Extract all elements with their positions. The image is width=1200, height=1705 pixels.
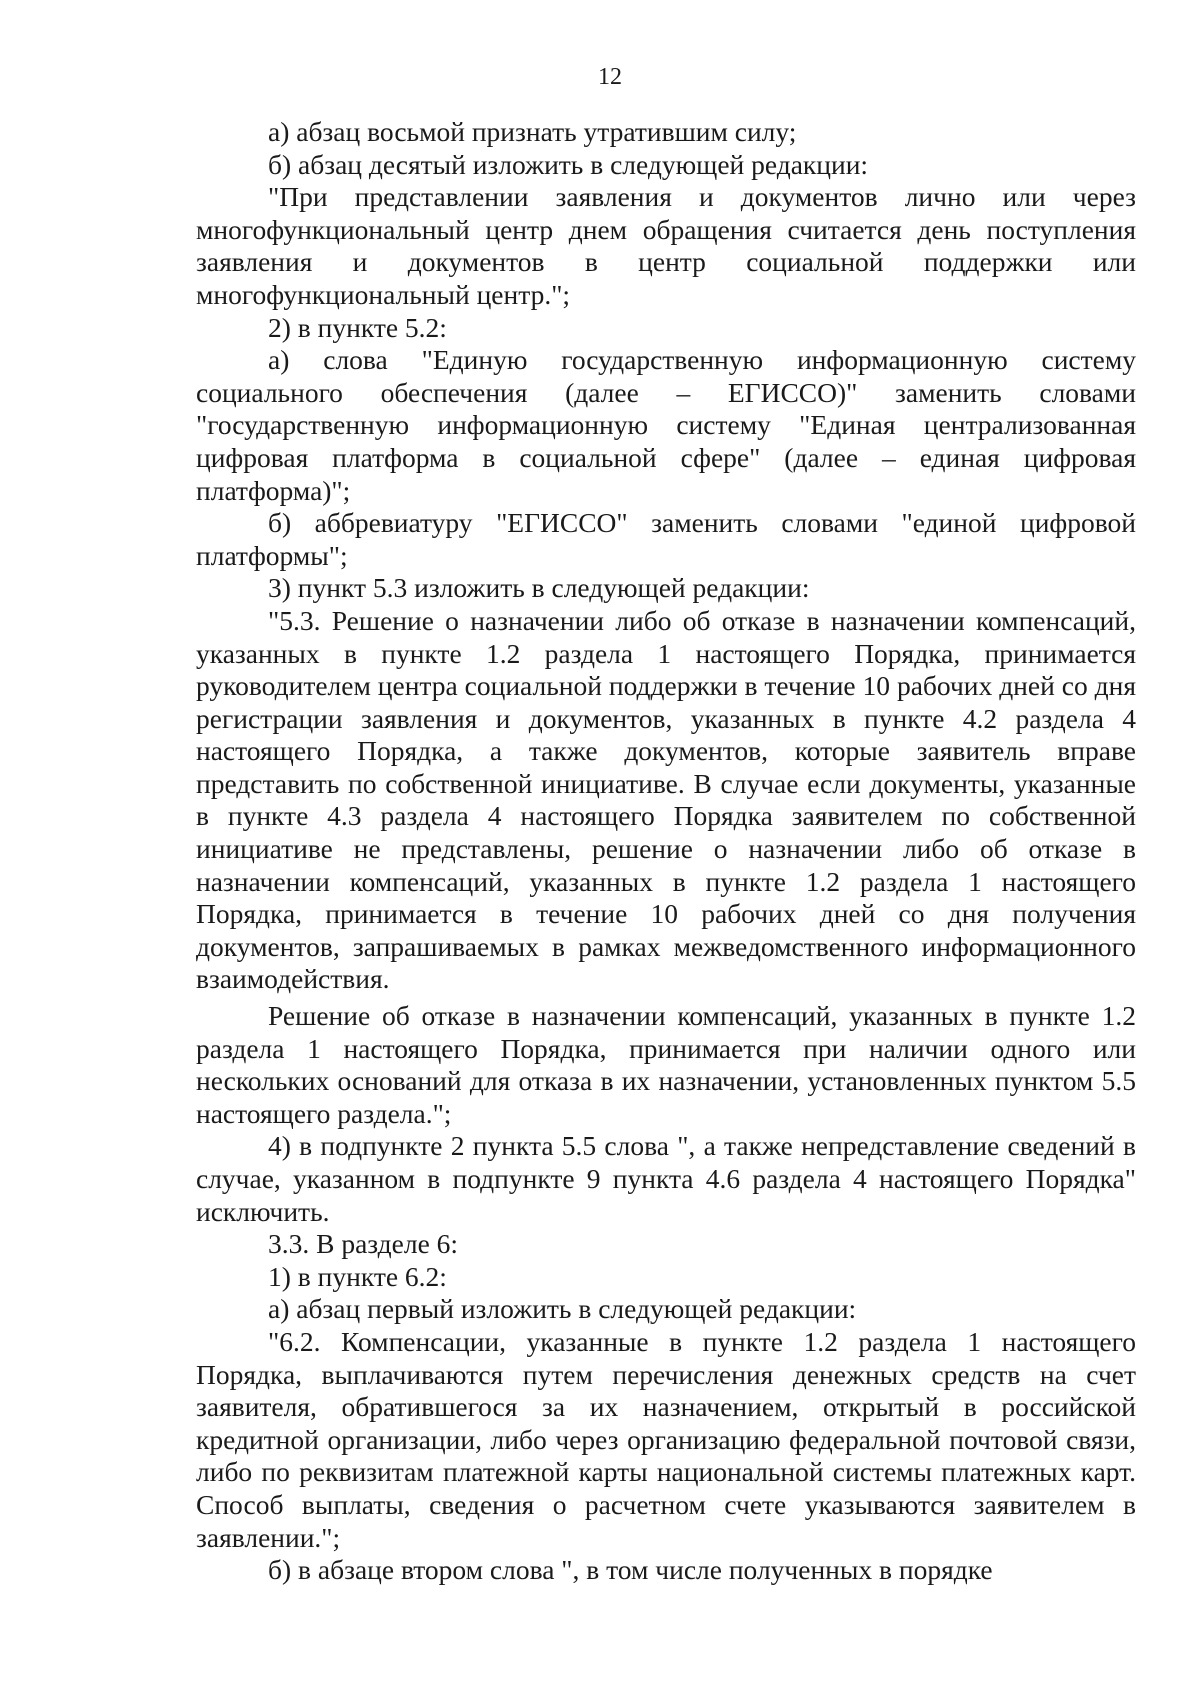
paragraph-9: Решение об отказе в назначении компенсаций, указанных в пункте 1.2 раздела 1 настоящего Порядка, принимается при наличии одного или нескольких оснований для отказа в их назначении, установленных пунктом 5.5 настоящего раздела.";: [196, 1000, 1136, 1129]
paragraph-12: 1) в пункте 6.2:: [268, 1260, 447, 1292]
paragraph-7: 3) пункт 5.3 изложить в следующей редакции:: [268, 572, 810, 604]
document-body: [196, 116, 1136, 1587]
paragraph-2: б) абзац десятый изложить в следующей редакции:: [268, 148, 869, 180]
paragraph-4: 2) в пункте 5.2:: [268, 311, 447, 343]
paragraph-8: "5.3. Решение о назначении либо об отказе в назначении компенсаций, указанных в пункте 1.2 раздела 1 настоящего Порядка, принимается руководителем центра социальной поддержки в течение 10 рабочих дней со дня регистрации заявления и документов, указанных в пункте 4.2 раздела 4 настоящего Порядка, а также документов, которые заявитель вправе представить по собственной инициативе. В случае если документы, указанные в пункте 4.3 раздела 4 настоящего Порядка заявителем по собственной инициативе не представлены, решение о назначении либо об отказе в назначении компенсаций, указанных в пункте 1.2 раздела 1 настоящего Порядка, принимается в течение 10 рабочих дней со дня получения документов, запрашиваемых в рамках межведомственного информационного взаимодействия.: [196, 604, 1136, 995]
paragraph-13: а) абзац первый изложить в следующей редакции:: [268, 1293, 857, 1325]
paragraph-1: а) абзац восьмой признать утратившим силу;: [268, 116, 797, 147]
paragraph-11: 3.3. В разделе 6:: [268, 1228, 459, 1260]
paragraph-15: б) в абзаце втором слова ", в том числе полученных в порядке: [268, 1554, 993, 1586]
paragraph-3: "При представлении заявления и документов лично или через многофункциональный центр днем обращения считается день поступления заявления и документов в центр социальной поддержки или многофункциональный центр.";: [196, 181, 1136, 310]
paragraph-14: "6.2. Компенсации, указанные в пункте 1.2 раздела 1 настоящего Порядка, выплачиваются путем перечисления денежных средств на счет заявителя, обратившегося за их назначением, открытый в российской кредитной организации, либо через организацию федеральной почтовой связи, либо по реквизитам платежной карты национальной системы платежных карт. Способ выплаты, сведения о расчетном счете указываются заявителем в заявлении.";: [196, 1325, 1136, 1553]
paragraph-5: а) слова "Единую государственную информационную систему социального обеспечения (далее – ЕГИССО)" заменить словами "государственную информационную систему "Единая централизованная цифровая платформа в социальной сфере" (далее – единая цифровая платформа)";: [196, 344, 1136, 506]
paragraph-10: 4) в подпункте 2 пункта 5.5 слова ", а также непредставление сведений в случае, указанном в подпункте 9 пункта 4.6 раздела 4 настоящего Порядка" исключить.: [196, 1130, 1136, 1227]
page-number: 12: [598, 64, 622, 90]
paragraph-6: б) аббревиатуру "ЕГИССО" заменить словами "единой цифровой платформы";: [196, 507, 1136, 571]
